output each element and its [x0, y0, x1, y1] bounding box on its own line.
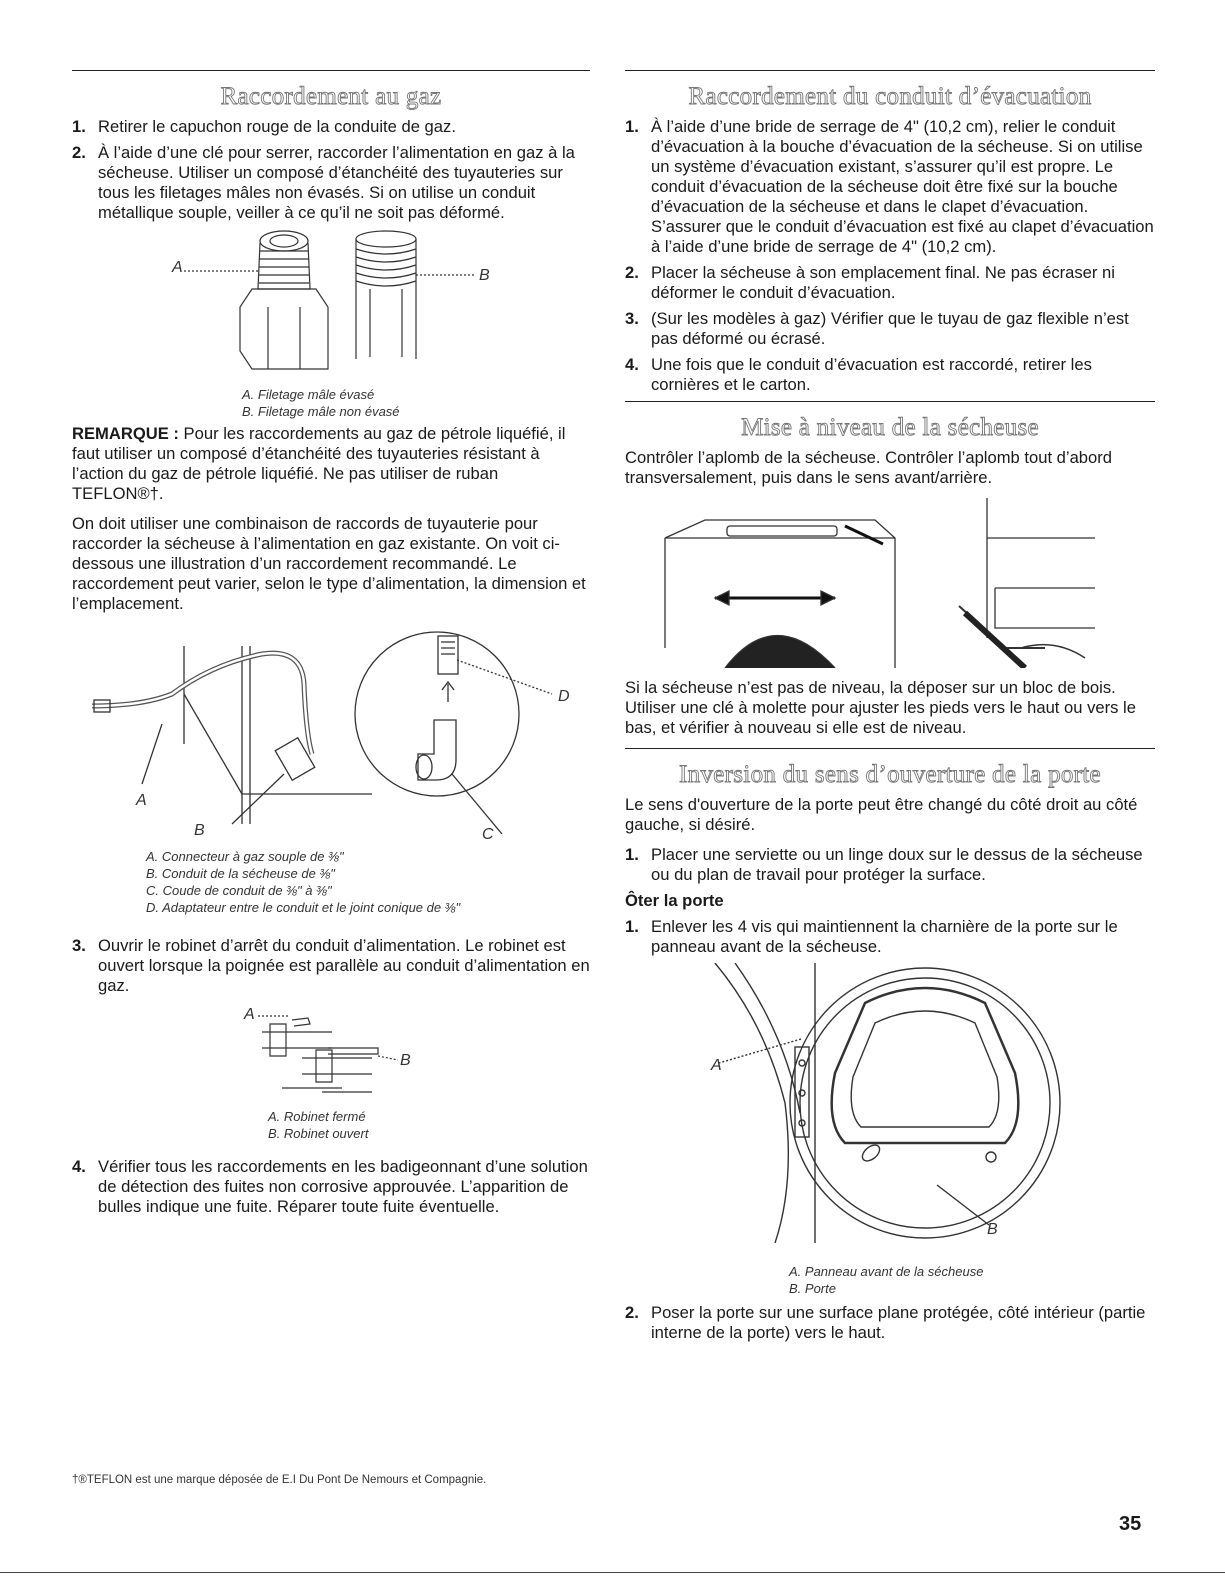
list-item: 3. Ouvrir le robinet d’arrêt du conduit d’alimentation. Le robinet est ouvert lorsque la poignée est parallèle au conduit d’alimentation en gaz.	[72, 936, 590, 995]
footnote: †®TEFLON est une marque déposée de E.I Du Pont De Nemours et Compagnie.	[72, 1474, 487, 1486]
figure-label-a: A	[244, 1006, 255, 1023]
section-rule	[625, 748, 1155, 749]
leveling-illustration	[625, 498, 1155, 668]
figure-label-b: B	[987, 1221, 998, 1238]
gas-connection-illustration	[72, 624, 590, 834]
section-rule	[625, 401, 1155, 402]
figure-caption: A. Panneau avant de la sécheuse B. Porte	[789, 1264, 984, 1296]
figure-label-c: C	[482, 826, 494, 843]
section-title-exhaust: Raccordement du conduit d’évacuation	[688, 83, 1092, 110]
left-column	[72, 70, 590, 1223]
figure-label-b: B	[479, 267, 490, 284]
list-item: 4. Vérifier tous les raccordements en les badigeonnant d’une solution de détection des fuites non corrosive approuvée. L’apparition de bulles indique une fuite. Réparer toute fuite éventuelle.	[72, 1157, 588, 1216]
gas-steps	[72, 117, 590, 223]
dryer-door-illustration	[625, 963, 1155, 1253]
figure-label-d: D	[558, 688, 570, 705]
gas-step-3	[72, 936, 590, 996]
flare-thread-illustration	[72, 229, 590, 384]
section-rule	[625, 70, 1155, 71]
figure-flare-threads	[72, 229, 590, 424]
section-rule	[72, 70, 590, 71]
list-item: 1. Retirer le capuchon rouge de la conduite de gaz.	[72, 117, 456, 136]
exhaust-steps	[625, 117, 1155, 395]
list-item: 2. Placer la sécheuse à son emplacement final. Ne pas écraser ni déformer le conduit d’évacuation.	[625, 263, 1115, 302]
list-item: 1. À l’aide d’une bride de serrage de 4" (10,2 cm), relier le conduit d’évacuation à la bouche d’évacuation de la sécheuse. Si on utilise un système d’évacuation existant, s’assurer qu’il est propre. Le conduit d’évacuation de la sécheuse doit être fixé sur la bouche d’évacuation de la sécheuse et dans le clapet d’évacuation. S’assurer que le conduit d’évacuation est fixé au clapet d’évacuation à l’aide d’une bride de serrage de 4" (10,2 cm).	[625, 117, 1154, 256]
figure-caption: A. Connecteur à gaz souple de ⅜" B. Conduit de la sécheuse de ⅜" C. Coude de conduit de ⅜" à ⅜" D. Adaptateur entre le conduit et le joint conique de ⅜"	[146, 849, 461, 915]
figure-label-a: A	[136, 792, 147, 809]
figure-leveling	[625, 498, 1155, 678]
gas-step-4	[72, 1157, 590, 1217]
leveling-intro: Contrôler l’aplomb de la sécheuse. Contrôler l’aplomb tout d’abord transversalement, puis dans le sens avant/arrière.	[625, 448, 1113, 487]
remove-door-steps	[625, 917, 1155, 957]
door-intro: Le sens d'ouverture de la porte peut être changé du côté droit au côté gauche, si désiré.	[625, 795, 1138, 834]
list-item: 1. Enlever les 4 vis qui maintiennent la charnière de la porte sur le panneau avant de la sécheuse.	[625, 917, 1118, 956]
section-title-gas: Raccordement au gaz	[220, 83, 442, 110]
section-title-leveling: Mise à niveau de la sécheuse	[741, 414, 1039, 441]
figure-caption: A. Robinet fermé B. Robinet ouvert	[268, 1109, 369, 1141]
shutoff-valve-illustration	[72, 1002, 590, 1102]
section-title-door-reversal: Inversion du sens d’ouverture de la porte	[679, 761, 1101, 788]
figure-label-b: B	[400, 1052, 411, 1069]
bottom-rule	[0, 1572, 1225, 1573]
list-item: 2. À l’aide d’une clé pour serrer, raccorder l’alimentation en gaz à la sécheuse. Utiliser un composé d’étanchéité des tuyauteries sur tous les filetages mâles non évasés. Si on utilise un conduit métallique souple, veiller à ce qu’il ne soit pas déformé.	[72, 143, 575, 222]
figure-gas-connection	[72, 624, 590, 894]
figure-label-a: A	[711, 1057, 722, 1074]
list-item: 3. (Sur les modèles à gaz) Vérifier que le tuyau de gaz flexible n’est pas déformé ou écrasé.	[625, 309, 1129, 348]
leveling-after: Si la sécheuse n’est pas de niveau, la déposer sur un bloc de bois. Utiliser une clé à molette pour ajuster les pieds vers le haut ou vers le bas, et vérifier à nouveau si elle est de niveau.	[625, 678, 1136, 737]
remark-paragraph: REMARQUE : Pour les raccordements au gaz de pétrole liquéfié, il faut utiliser un composé d’étanchéité des tuyauteries résistant à l’action du gaz de pétrole liquéfié. Ne pas utiliser de ruban TEFLON®†.	[72, 424, 566, 503]
figure-label-a: A	[172, 259, 183, 276]
list-item: 1. Placer une serviette ou un linge doux sur le dessus de la sécheuse ou du plan de travail pour protéger la surface.	[625, 845, 1143, 884]
page-number: 35	[1119, 1513, 1142, 1535]
figure-shutoff-valve	[72, 1002, 590, 1157]
connection-paragraph: On doit utiliser une combinaison de raccords de tuyauterie pour raccorder la sécheuse à l’alimentation en gaz existante. On voit ci-dessous une illustration d’un raccordement recommandé. Le raccordement peut varier, selon le type d’alimentation, la dimension et l’emplacement.	[72, 514, 586, 613]
subheading-remove-door: Ôter la porte	[625, 891, 724, 910]
door-steps	[625, 845, 1155, 885]
right-column	[625, 70, 1155, 1349]
list-item: 2. Poser la porte sur une surface plane protégée, côté intérieur (partie interne de la porte) vers le haut.	[625, 1303, 1146, 1342]
figure-door	[625, 963, 1155, 1303]
figure-label-b: B	[194, 822, 205, 839]
list-item: 4. Une fois que le conduit d’évacuation est raccordé, retirer les cornières et le carton.	[625, 355, 1092, 394]
remove-door-step-2	[625, 1303, 1155, 1343]
figure-caption: A. Filetage mâle évasé B. Filetage mâle non évasé	[242, 387, 400, 419]
